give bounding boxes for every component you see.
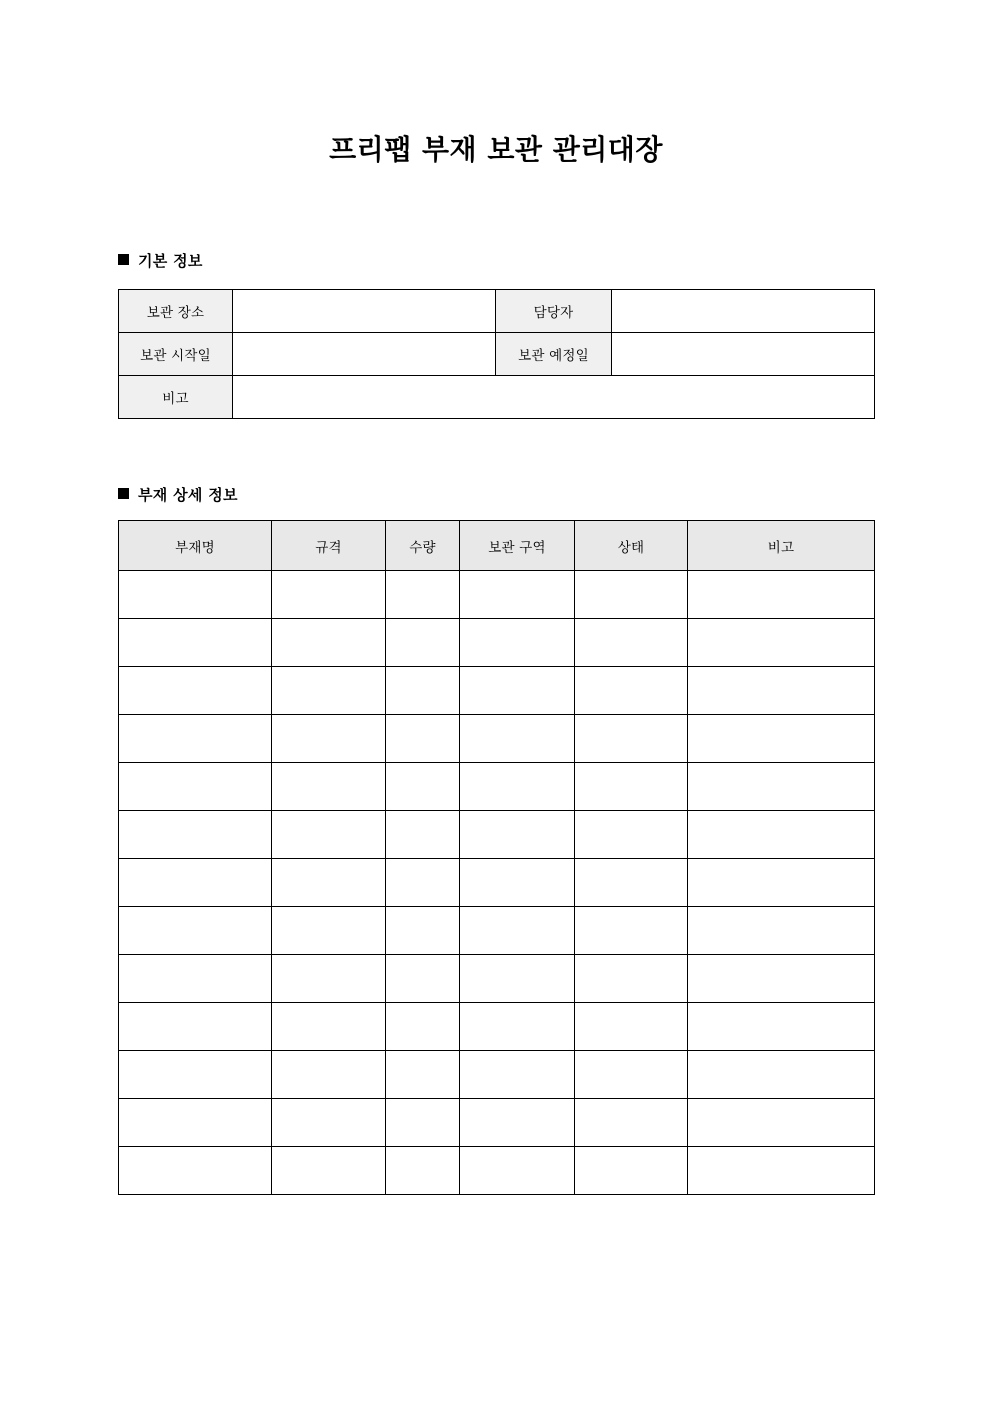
field-storage-due-date[interactable] <box>612 333 875 376</box>
cell-member-name[interactable] <box>119 907 272 955</box>
cell-condition[interactable] <box>575 811 688 859</box>
cell-condition[interactable] <box>575 1003 688 1051</box>
section-heading-basic-info-label: 기본 정보 <box>138 252 203 270</box>
table-row <box>119 333 875 376</box>
section-heading-basic-info <box>118 250 203 271</box>
cell-condition[interactable] <box>575 619 688 667</box>
cell-storage-zone[interactable] <box>460 1051 575 1099</box>
cell-member-name[interactable] <box>119 667 272 715</box>
cell-condition[interactable] <box>575 859 688 907</box>
cell-condition[interactable] <box>575 667 688 715</box>
cell-storage-zone[interactable] <box>460 1147 575 1195</box>
column-header-quantity: 수량 <box>386 521 460 571</box>
table-row <box>119 667 875 715</box>
table-row <box>119 1099 875 1147</box>
cell-member-name[interactable] <box>119 619 272 667</box>
cell-storage-zone[interactable] <box>460 1003 575 1051</box>
cell-storage-zone[interactable] <box>460 1099 575 1147</box>
cell-member-name[interactable] <box>119 1099 272 1147</box>
cell-storage-zone[interactable] <box>460 763 575 811</box>
basic-info-table <box>118 289 875 419</box>
page-title: 프리팹 부재 보관 관리대장 <box>329 133 663 166</box>
cell-quantity[interactable] <box>386 811 460 859</box>
cell-storage-zone[interactable] <box>460 859 575 907</box>
table-row <box>119 290 875 333</box>
cell-condition[interactable] <box>575 955 688 1003</box>
cell-remarks[interactable] <box>688 907 875 955</box>
table-row <box>119 955 875 1003</box>
cell-specification[interactable] <box>272 1051 386 1099</box>
section-heading-member-details <box>118 484 238 505</box>
member-details-table <box>118 520 875 1195</box>
table-row <box>119 571 875 619</box>
cell-quantity[interactable] <box>386 763 460 811</box>
cell-specification[interactable] <box>272 859 386 907</box>
cell-condition[interactable] <box>575 1051 688 1099</box>
cell-member-name[interactable] <box>119 1003 272 1051</box>
cell-specification[interactable] <box>272 955 386 1003</box>
table-row <box>119 1147 875 1195</box>
cell-storage-zone[interactable] <box>460 955 575 1003</box>
cell-condition[interactable] <box>575 571 688 619</box>
cell-quantity[interactable] <box>386 859 460 907</box>
cell-quantity[interactable] <box>386 1147 460 1195</box>
cell-storage-zone[interactable] <box>460 571 575 619</box>
cell-remarks[interactable] <box>688 859 875 907</box>
cell-member-name[interactable] <box>119 571 272 619</box>
table-header-row <box>119 521 875 571</box>
table-row <box>119 376 875 419</box>
cell-remarks[interactable] <box>688 619 875 667</box>
table-row <box>119 715 875 763</box>
label-storage-location: 보관 장소 <box>119 290 233 333</box>
section-heading-member-details-label: 부재 상세 정보 <box>138 486 238 504</box>
cell-quantity[interactable] <box>386 571 460 619</box>
cell-member-name[interactable] <box>119 1051 272 1099</box>
table-row <box>119 763 875 811</box>
cell-quantity[interactable] <box>386 715 460 763</box>
column-header-condition: 상태 <box>575 521 688 571</box>
field-person-in-charge[interactable] <box>612 290 875 333</box>
cell-specification[interactable] <box>272 1147 386 1195</box>
cell-remarks[interactable] <box>688 955 875 1003</box>
cell-member-name[interactable] <box>119 715 272 763</box>
cell-remarks[interactable] <box>688 763 875 811</box>
cell-specification[interactable] <box>272 619 386 667</box>
cell-remarks[interactable] <box>688 1099 875 1147</box>
cell-member-name[interactable] <box>119 763 272 811</box>
cell-quantity[interactable] <box>386 1051 460 1099</box>
cell-member-name[interactable] <box>119 859 272 907</box>
cell-quantity[interactable] <box>386 907 460 955</box>
square-bullet-icon <box>118 488 129 499</box>
table-row <box>119 811 875 859</box>
table-row <box>119 1051 875 1099</box>
cell-quantity[interactable] <box>386 667 460 715</box>
cell-quantity[interactable] <box>386 1003 460 1051</box>
cell-specification[interactable] <box>272 715 386 763</box>
label-storage-start-date: 보관 시작일 <box>119 333 233 376</box>
cell-remarks[interactable] <box>688 1003 875 1051</box>
square-bullet-icon <box>118 254 129 265</box>
cell-specification[interactable] <box>272 571 386 619</box>
cell-quantity[interactable] <box>386 1099 460 1147</box>
cell-condition[interactable] <box>575 715 688 763</box>
cell-specification[interactable] <box>272 1099 386 1147</box>
cell-remarks[interactable] <box>688 811 875 859</box>
cell-storage-zone[interactable] <box>460 619 575 667</box>
column-header-storage-zone: 보관 구역 <box>460 521 575 571</box>
cell-specification[interactable] <box>272 763 386 811</box>
cell-condition[interactable] <box>575 907 688 955</box>
cell-condition[interactable] <box>575 1099 688 1147</box>
cell-remarks[interactable] <box>688 1147 875 1195</box>
table-row <box>119 619 875 667</box>
table-row <box>119 859 875 907</box>
cell-storage-zone[interactable] <box>460 667 575 715</box>
cell-remarks[interactable] <box>688 1051 875 1099</box>
field-remarks[interactable] <box>233 376 875 419</box>
cell-quantity[interactable] <box>386 955 460 1003</box>
cell-condition[interactable] <box>575 763 688 811</box>
cell-specification[interactable] <box>272 811 386 859</box>
cell-remarks[interactable] <box>688 715 875 763</box>
cell-storage-zone[interactable] <box>460 907 575 955</box>
table-row <box>119 1003 875 1051</box>
label-remarks: 비고 <box>119 376 233 419</box>
cell-storage-zone[interactable] <box>460 715 575 763</box>
field-storage-start-date[interactable] <box>233 333 496 376</box>
cell-condition[interactable] <box>575 1147 688 1195</box>
label-person-in-charge: 담당자 <box>496 290 612 333</box>
cell-specification[interactable] <box>272 1003 386 1051</box>
field-storage-location[interactable] <box>233 290 496 333</box>
label-storage-due-date: 보관 예정일 <box>496 333 612 376</box>
cell-remarks[interactable] <box>688 571 875 619</box>
column-header-specification: 규격 <box>272 521 386 571</box>
cell-member-name[interactable] <box>119 811 272 859</box>
cell-member-name[interactable] <box>119 955 272 1003</box>
cell-specification[interactable] <box>272 907 386 955</box>
cell-specification[interactable] <box>272 667 386 715</box>
cell-quantity[interactable] <box>386 619 460 667</box>
cell-remarks[interactable] <box>688 667 875 715</box>
column-header-member-name: 부재명 <box>119 521 272 571</box>
column-header-remarks: 비고 <box>688 521 875 571</box>
cell-member-name[interactable] <box>119 1147 272 1195</box>
cell-storage-zone[interactable] <box>460 811 575 859</box>
table-row <box>119 907 875 955</box>
